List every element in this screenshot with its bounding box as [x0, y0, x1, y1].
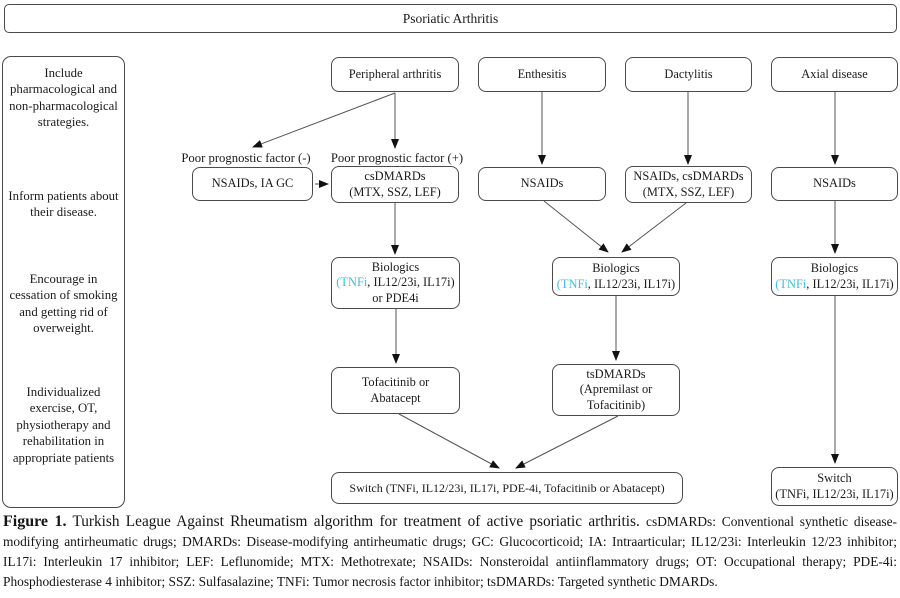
figure-label: Figure 1. — [3, 513, 67, 530]
node-dactylitis — [625, 57, 752, 92]
node-line: Biologics — [592, 261, 640, 276]
node-line: csDMARDs — [364, 169, 426, 184]
node-peripheral-arthritis — [331, 57, 459, 92]
label-poor-prognostic-negative: Poor prognostic factor (-) — [181, 151, 311, 165]
node-line: or PDE4i — [372, 290, 419, 305]
recommendation-item: Inform patients about their disease. — [8, 189, 119, 220]
label-poor-prognostic-positive: Poor prognostic factor (+) — [330, 151, 464, 165]
node-biologics-pde4i — [331, 257, 460, 309]
tnfi-highlight: (TNFi — [556, 276, 588, 291]
node-line: Tofacitinib or — [361, 375, 430, 390]
node-nsaids-csdmards-dactylitis — [625, 166, 752, 203]
caption-abbreviations: csDMARDs: Conventional synthetic disease-modifying antirheumatic drugs; DMARDs: Disease-modifying antirheumatic drugs; GC: Glucocorticoid; IA: Intraarticular; IL12/23i: Interleukin 12/23 inhibitor; IL17i: Interleukin 17 inhibitor; LEF: Leflunomide; MTX: Methotrexate; NSAIDs: Nonsteroidal antiinflammatory drugs; OT: Occupational therapy; PDE-4i: Phosphodiesterase 4 inhibitor; SSZ: Sulfasalazine; TNFi: Tumor necrosis factor inhibitor; tsDMARDs: Targeted synthetic DMARDs. — [3, 514, 897, 589]
recommendation-item: Encourage in cessation of smoking and getting rid of overweight. — [9, 272, 118, 336]
node-switch-main — [331, 472, 683, 504]
node-line — [557, 277, 675, 292]
node-line: (MTX, SSZ, LEF) — [642, 184, 735, 199]
node-label: Peripheral arthritis — [348, 66, 442, 81]
arrow-nsaids-enth-to-biologics-mid — [544, 201, 608, 252]
arrow-nsaids-dact-to-biologics-mid — [622, 203, 686, 252]
node-axial-disease — [771, 57, 898, 92]
arrow-tofacitinib-to-switch — [399, 414, 499, 468]
node-nsaids-ia-gc — [192, 167, 313, 201]
general-recommendations-panel — [2, 56, 125, 508]
node-nsaids-enthesitis — [478, 167, 606, 201]
node-line — [775, 277, 893, 292]
tnfi-highlight: (TNFi — [336, 275, 368, 290]
node-switch-axial — [771, 467, 898, 506]
arrow-tsdmards-to-switch — [516, 416, 618, 468]
node-line: Tofacitinib) — [586, 397, 646, 412]
node-biologics-axial — [771, 257, 898, 296]
node-line: (TNFi, IL12/23i, IL17i) — [775, 486, 894, 501]
caption-title: Turkish League Against Rheumatism algorithm for treatment of active psoriatic arthritis. — [66, 513, 647, 530]
node-tsdmards — [552, 364, 680, 416]
node-line: Biologics — [371, 260, 420, 275]
figure-caption — [3, 512, 897, 591]
recommendation-item: Individualized exercise, OT, physiotherapy and rehabilitation in appropriate patients — [12, 385, 115, 465]
node-csdmards — [331, 166, 459, 203]
node-line-rest: , IL12/23i, IL17i) — [367, 275, 455, 290]
arrow-peripheral-to-ppf-neg — [253, 93, 395, 147]
banner-title: Psoriatic Arthritis — [402, 10, 499, 26]
psoriatic-arthritis-banner — [4, 4, 897, 33]
node-label: Axial disease — [801, 66, 868, 81]
node-line: NSAIDs, csDMARDs — [633, 169, 744, 184]
node-line: Switch — [817, 471, 852, 486]
node-label: Switch (TNFi, IL12/23i, IL17i, PDE-4i, Tofacitinib or Abatacept) — [349, 480, 665, 495]
node-label: Enthesitis — [517, 66, 567, 81]
node-label: NSAIDs, IA GC — [211, 176, 294, 191]
node-enthesitis — [478, 57, 606, 92]
node-line: Abatacept — [370, 390, 421, 405]
node-line: (Apremilast or — [579, 382, 653, 397]
tnfi-highlight: (TNFi — [775, 276, 807, 291]
node-line-rest: , IL12/23i, IL17i) — [587, 276, 676, 291]
node-label: NSAIDs — [520, 176, 564, 191]
node-line: tsDMARDs — [586, 367, 646, 382]
node-biologics-mid — [552, 257, 680, 296]
recommendation-item: Include pharmacological and non-pharmacological strategies. — [9, 66, 118, 130]
node-tofacitinib-abatacept — [331, 367, 460, 414]
node-nsaids-axial — [771, 167, 898, 201]
node-label: NSAIDs — [813, 176, 856, 191]
node-line — [336, 275, 454, 290]
node-line: (MTX, SSZ, LEF) — [349, 184, 441, 199]
node-label: Dactylitis — [664, 66, 713, 81]
node-line-rest: , IL12/23i, IL17i) — [806, 276, 894, 291]
node-line: Biologics — [810, 261, 859, 276]
